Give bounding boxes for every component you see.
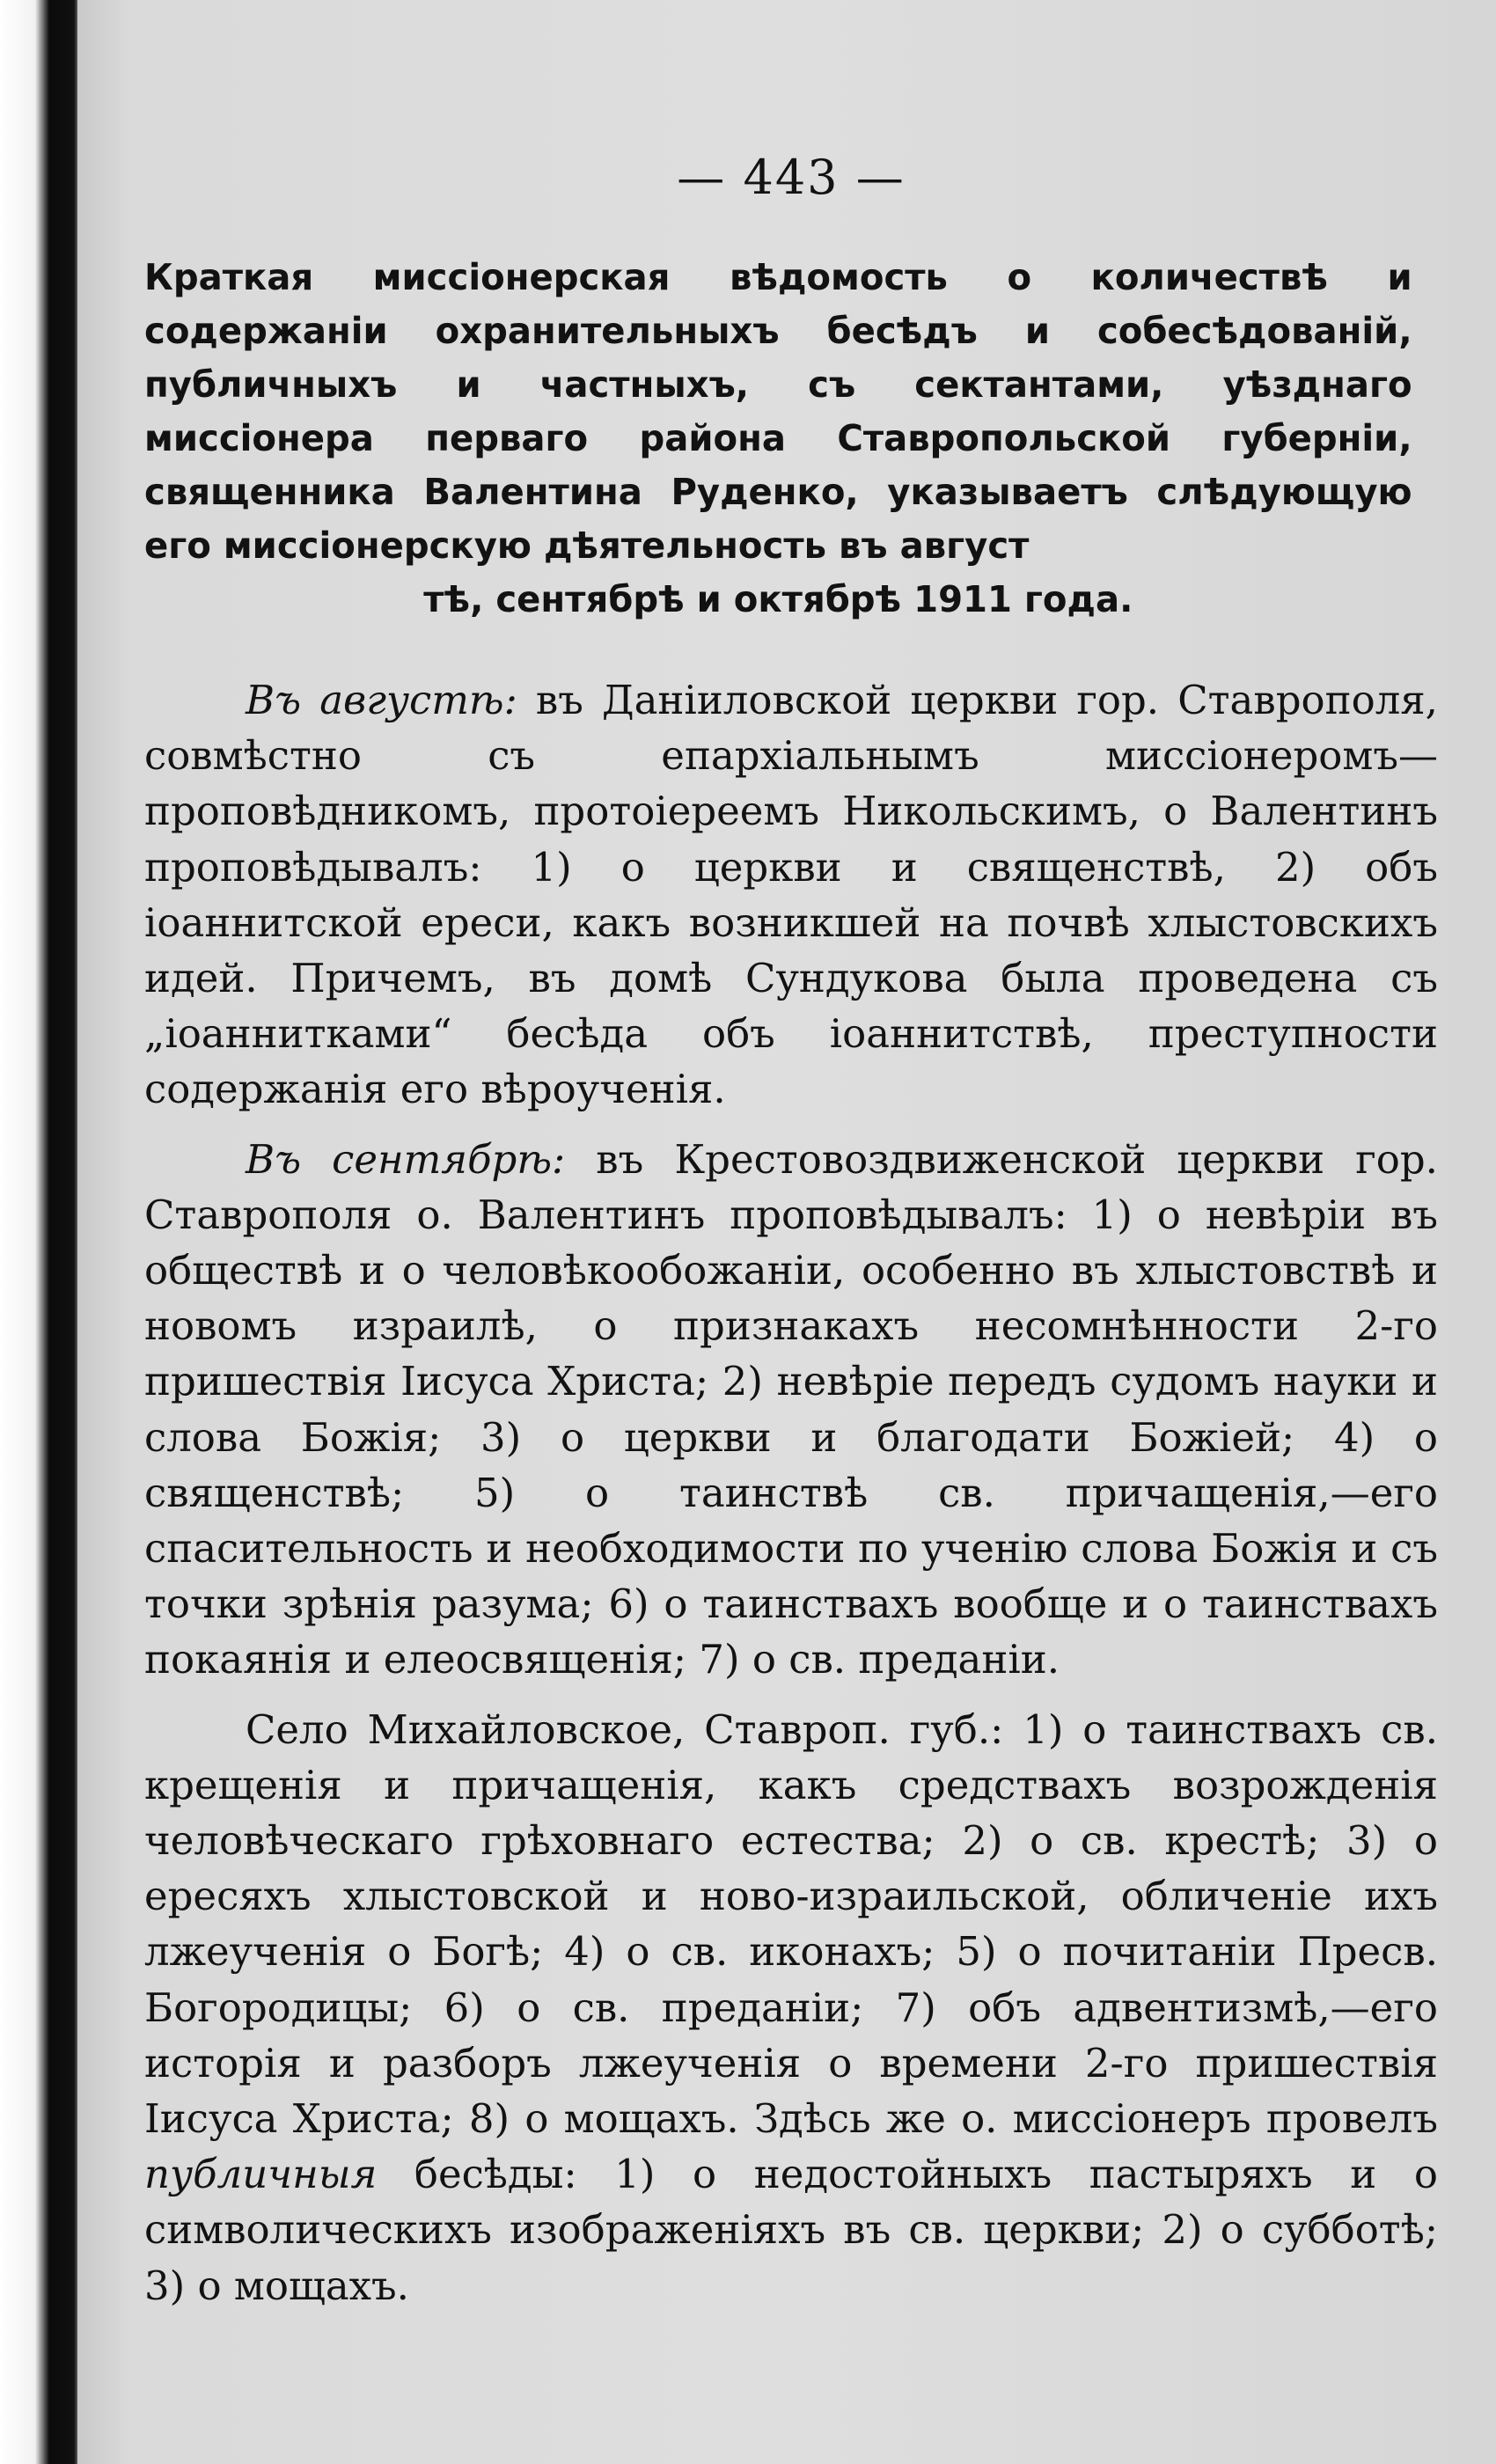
paragraph-mikhailovskoe-text-before: Село Михайловское, Ставроп. губ.: 1) о таинствахъ св. крещенія и причащенія, какъ средствахъ возрожденія человѣческаго грѣховнаго естества; 2) о св. крестѣ; 3) о ересяхъ хлыстовской и ново-израильской, обличеніе ихъ лжеученія о Богѣ; 4) о св. иконахъ; 5) о почитаніи Пресв. Богородицы; 6) о св. преданіи; 7) объ адвентизмѣ,—его исторія и разборъ лжеученія о времени 2-го пришествія Іисуса Христа; 8) о мощахъ. Здѣсь же о. миссіонеръ провелъ <box>144 1705 1438 2143</box>
paragraph-september-text: въ Крестовоздвиженской церкви гор. Ставрополя о. Валентинъ проповѣдывалъ: 1) о невѣріи въ обществѣ и о человѣкообожаніи, особенно въ хлыстовствѣ и новомъ израилѣ, о признакахъ несомнѣнности 2-го пришествія Іисуса Христа; 2) невѣріе передъ судомъ науки и слова Божія; 3) о церкви и благодати Божіей; 4) о священствѣ; 5) о таинствѣ св. причащенія,—его спасительность и необходимости по ученію слова Божія и съ точки зрѣнія разума; 6) о таинствахъ вообще и о таинствахъ покаянія и елеосвященія; 7) о св. преданіи. <box>144 1135 1438 1683</box>
report-heading <box>144 251 1412 627</box>
paragraph-august-text: въ Даніиловской церкви гор. Ставрополя, совмѣстно съ епархіальнымъ миссіонеромъ—проповѣдникомъ, протоіереемъ Никольскимъ, о Валентинъ проповѣдывалъ: 1) о церкви и священствѣ, 2) объ іоаннитской ереси, какъ возникшей на почвѣ хлыстовскихъ идей. Причемъ, въ домѣ Сундукова была проведена съ „іоаннитками“ бесѣда объ іоаннитствѣ, преступности содержанія его вѣроученія. <box>144 677 1438 1113</box>
scanned-page <box>77 0 1496 2464</box>
report-heading-main: Краткая миссіонерская вѣдомость о количествѣ и содержаніи охранительныхъ бесѣдъ и собесѣдованій, публичныхъ и частныхъ, съ сектантами, уѣзднаго миссіонера перваго района Ставропольской губерніи, священника Валентина Руденко, указываетъ слѣдующую его миссіонерскую дѣятельность въ август <box>144 256 1412 567</box>
paragraph-august-lead: Въ августѣ: <box>246 677 517 723</box>
paragraph-september-lead: Въ сентябрѣ: <box>246 1135 566 1183</box>
paragraph-mikhailovskoe-emphasis: публичныя <box>144 2151 378 2198</box>
page-content <box>144 150 1438 2328</box>
page-number: — 443 — <box>677 150 906 205</box>
paragraph-august <box>144 672 1438 1118</box>
report-heading-last-line: тѣ, сентябрѣ и октябрѣ 1911 года. <box>423 578 1133 620</box>
paragraph-mikhailovskoe <box>144 1702 1438 2314</box>
paragraph-september <box>144 1132 1438 1688</box>
book-spine-shadow <box>0 0 77 2464</box>
paragraph-mikhailovskoe-text-after: бесѣды: 1) о недостойныхъ пастыряхъ и о символическихъ изображеніяхъ въ св. церкви; 2) о субботѣ; 3) о мощахъ. <box>144 2151 1438 2309</box>
